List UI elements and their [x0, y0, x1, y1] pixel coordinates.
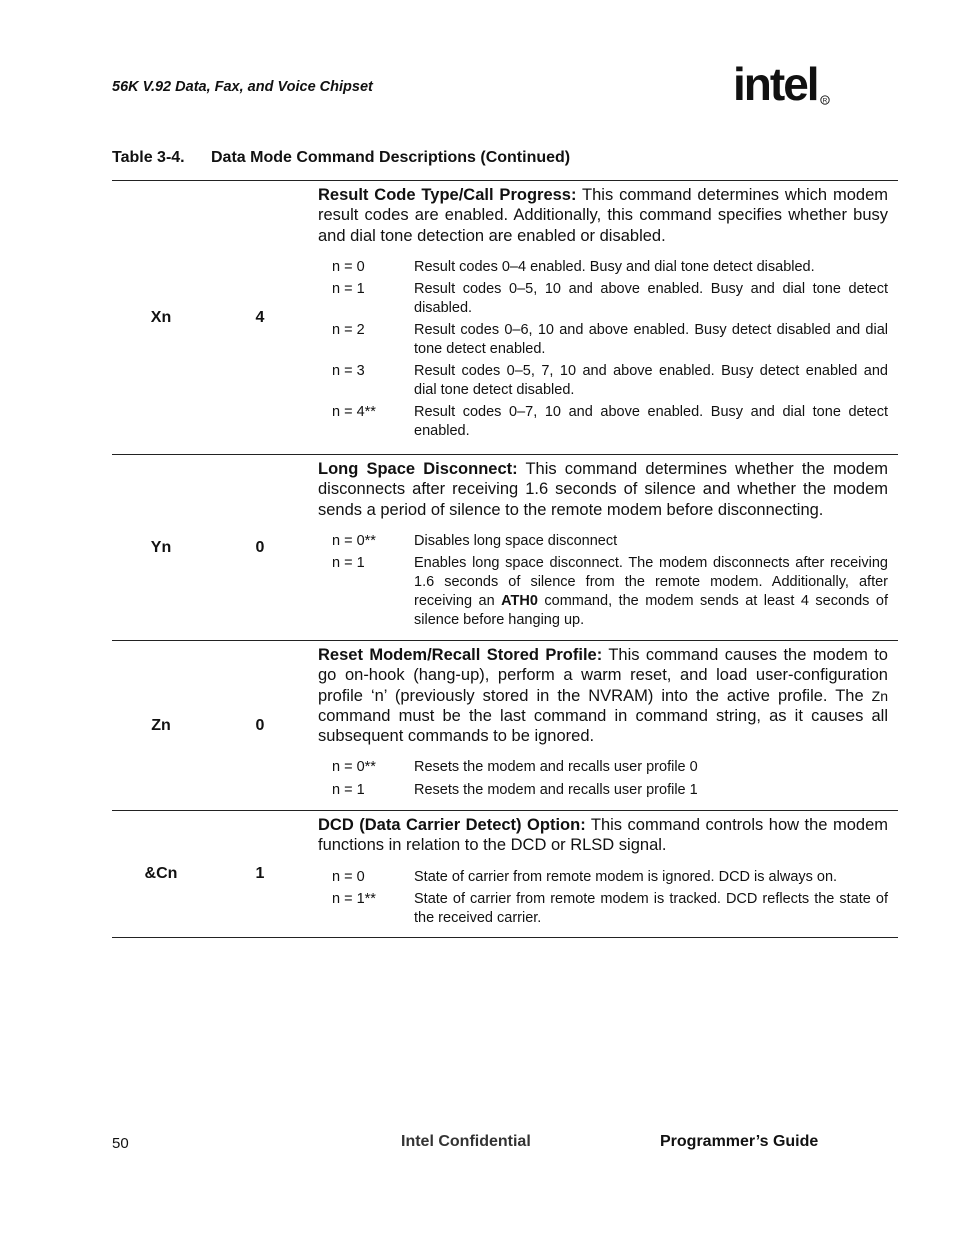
- option-value: State of carrier from remote modem is ignored. DCD is always on.: [414, 868, 838, 885]
- command-description-text: This command determines whether the modem disconnects after receiving 1.6 seconds of silence and whether the modem sends a period of silence to the remote modem before disconnecting.: [318, 460, 888, 519]
- command-table: [112, 180, 898, 938]
- option-key: n = 1: [332, 281, 365, 298]
- option-value: Result codes 0–5, 10 and above enabled. Busy and dial tone detect disabled.: [414, 281, 888, 316]
- command-name: Yn: [150, 538, 172, 556]
- option-item: [318, 758, 888, 777]
- option-item: [318, 280, 888, 318]
- command-heading: Long Space Disconnect:: [318, 460, 518, 478]
- option-key: n = 1: [332, 781, 365, 798]
- header-doc-title: 56K V.92 Data, Fax, and Voice Chipset: [112, 79, 373, 95]
- table-row: [112, 641, 898, 811]
- command-name: &Cn: [144, 865, 178, 882]
- option-list: [318, 532, 888, 629]
- command-heading: DCD (Data Carrier Detect) Option:: [318, 816, 586, 834]
- command-description-text: This command determines which modem result codes are enabled. Additionally, this command specifies whether busy and dial tone detection are enabled or disabled.: [318, 186, 888, 245]
- table-row: [112, 455, 898, 641]
- footer-confidential: Intel Confidential: [401, 1133, 531, 1150]
- command-description: [318, 185, 888, 246]
- intel-logo-text: intel: [733, 60, 818, 110]
- option-value-text: Enables long space disconnect. The modem disconnects after receiving 1.6 seconds of silence from the remote modem. Additionally, after receiving an: [414, 555, 888, 609]
- command-description: [318, 815, 888, 856]
- command-name: Xn: [150, 308, 172, 326]
- option-key: n = 1: [332, 555, 365, 572]
- command-heading: Result Code Type/Call Progress:: [318, 186, 577, 204]
- option-value: Result codes 0–7, 10 and above enabled. Busy and dial tone detect enabled.: [414, 404, 888, 440]
- option-list: [318, 758, 888, 799]
- option-item: [318, 403, 888, 441]
- option-value: Disables long space disconnect: [414, 532, 618, 549]
- registered-mark-letter: R: [822, 97, 828, 105]
- option-value-command: ATH0: [501, 592, 538, 609]
- option-item: [318, 321, 888, 359]
- footer-guide-title: Programmer’s Guide: [660, 1133, 819, 1150]
- option-value: Resets the modem and recalls user profile 1: [414, 781, 698, 798]
- option-value: Resets the modem and recalls user profile 0: [414, 759, 698, 776]
- option-list: [318, 258, 888, 441]
- option-key: n = 0: [332, 258, 365, 275]
- option-value: Result codes 0–4 enabled. Busy and dial tone detect disabled.: [414, 258, 815, 275]
- command-description: [318, 645, 888, 746]
- option-item: [318, 890, 888, 928]
- command-description-text: This command controls how the modem functions in relation to the DCD or RLSD signal.: [318, 816, 888, 855]
- option-key: n = 4**: [332, 404, 376, 421]
- option-key: n = 3: [332, 363, 365, 380]
- option-item: [318, 554, 888, 629]
- table-caption-title: Data Mode Command Descriptions (Continued): [211, 149, 571, 166]
- option-value-text: command, the modem sends at least 4 seconds of silence before hanging up.: [414, 592, 888, 628]
- option-value: Result codes 0–6, 10 and above enabled. Busy detect disabled and dial tone detect enabled.: [414, 322, 888, 358]
- option-key: n = 0: [332, 868, 365, 885]
- option-item: [318, 868, 888, 887]
- command-description-text: This command causes the modem to go on-hook (hang-up), perform a warm reset, and load user-configuration profile ‘n’ (previously stored in the NVRAM) into the active profile. The: [318, 646, 888, 705]
- option-item: [318, 362, 888, 400]
- table-caption: [112, 149, 570, 167]
- command-heading: Reset Modem/Recall Stored Profile:: [318, 646, 603, 664]
- option-value: Result codes 0–5, 7, 10 and above enabled. Busy detect enabled and dial tone detect disabled.: [414, 363, 888, 399]
- option-item: [318, 781, 888, 800]
- option-key: n = 0**: [332, 532, 376, 549]
- command-code: Zn: [871, 687, 888, 704]
- page-number: 50: [112, 1135, 129, 1152]
- option-value: State of carrier from remote modem is tracked. DCD reflects the state of the received carrier.: [414, 890, 888, 926]
- option-key: n = 1**: [332, 890, 376, 907]
- default-value: 0: [255, 716, 265, 734]
- option-item: [318, 532, 888, 551]
- table-caption-label: Table 3-4.: [112, 149, 185, 166]
- option-list: [318, 868, 888, 928]
- command-description-text: command must be the last command in command string, as it causes all subsequent commands to be ignored.: [318, 706, 888, 746]
- option-key: n = 2: [332, 322, 365, 339]
- intel-logo: [733, 60, 838, 116]
- default-value: 0: [255, 538, 265, 556]
- table-row: [112, 181, 898, 455]
- command-name: Zn: [151, 716, 171, 734]
- option-key: n = 0**: [332, 759, 376, 776]
- command-description: [318, 459, 888, 520]
- table-row: [112, 811, 898, 938]
- default-value: 1: [255, 865, 265, 882]
- default-value: 4: [255, 308, 265, 326]
- option-item: [318, 258, 888, 277]
- option-value: [414, 554, 888, 629]
